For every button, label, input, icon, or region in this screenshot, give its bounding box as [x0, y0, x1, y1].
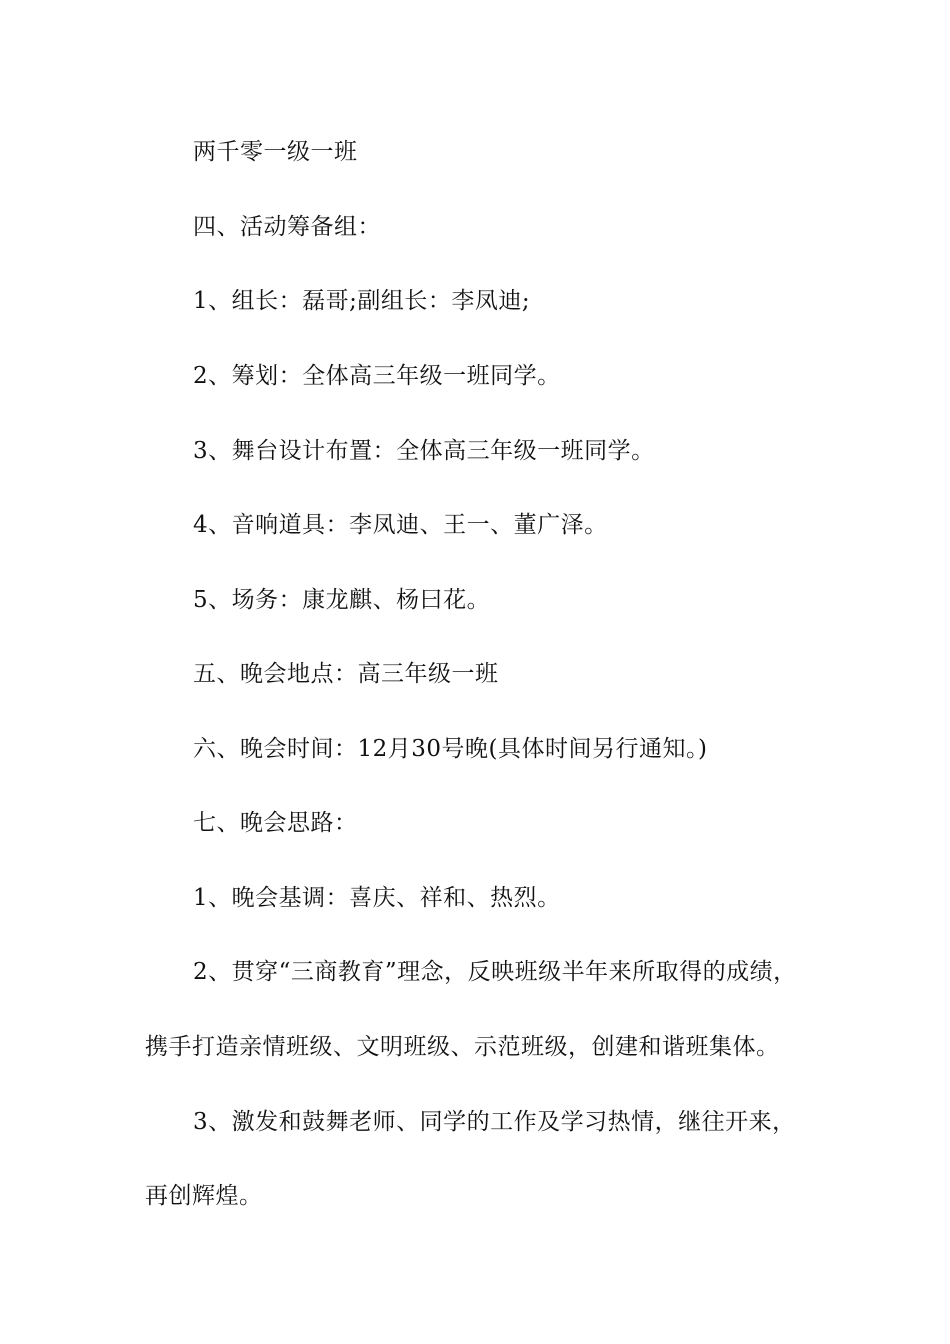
list-item-sound-props: 4、音响道具：李凤迪、王一、董广泽。: [193, 512, 608, 538]
paragraph-inspire-line-2: 再创辉煌。: [145, 1183, 263, 1209]
list-item-stage-design: 3、舞台设计布置：全体高三年级一班同学。: [193, 438, 655, 464]
section-heading-organizing-group: 四、活动筹备组：: [193, 214, 381, 240]
section-heading-location: 五、晚会地点：高三年级一班: [193, 661, 499, 687]
class-name-line: 两千零一级一班: [193, 139, 358, 165]
list-item-leader: 1、组长：磊哥;副组长：李凤迪;: [193, 288, 531, 314]
paragraph-education-line-1: 2、贯穿“三商教育”理念，反映班级半年来所取得的成绩，: [193, 959, 797, 985]
paragraph-inspire-line-1: 3、激发和鼓舞老师、同学的工作及学习热情，继往开来，: [193, 1109, 796, 1135]
paragraph-education-line-2: 携手打造亲情班级、文明班级、示范班级，创建和谐班集体。: [145, 1034, 780, 1060]
list-item-tone: 1、晚会基调：喜庆、祥和、热烈。: [193, 885, 561, 911]
list-item-planning: 2、筹划：全体高三年级一班同学。: [193, 363, 561, 389]
list-item-venue-affairs: 5、场务：康龙麒、杨曰花。: [193, 587, 491, 613]
section-heading-time: 六、晚会时间：12月30号晚(具体时间另行通知。): [193, 736, 708, 762]
section-heading-concept: 七、晚会思路：: [193, 810, 358, 836]
